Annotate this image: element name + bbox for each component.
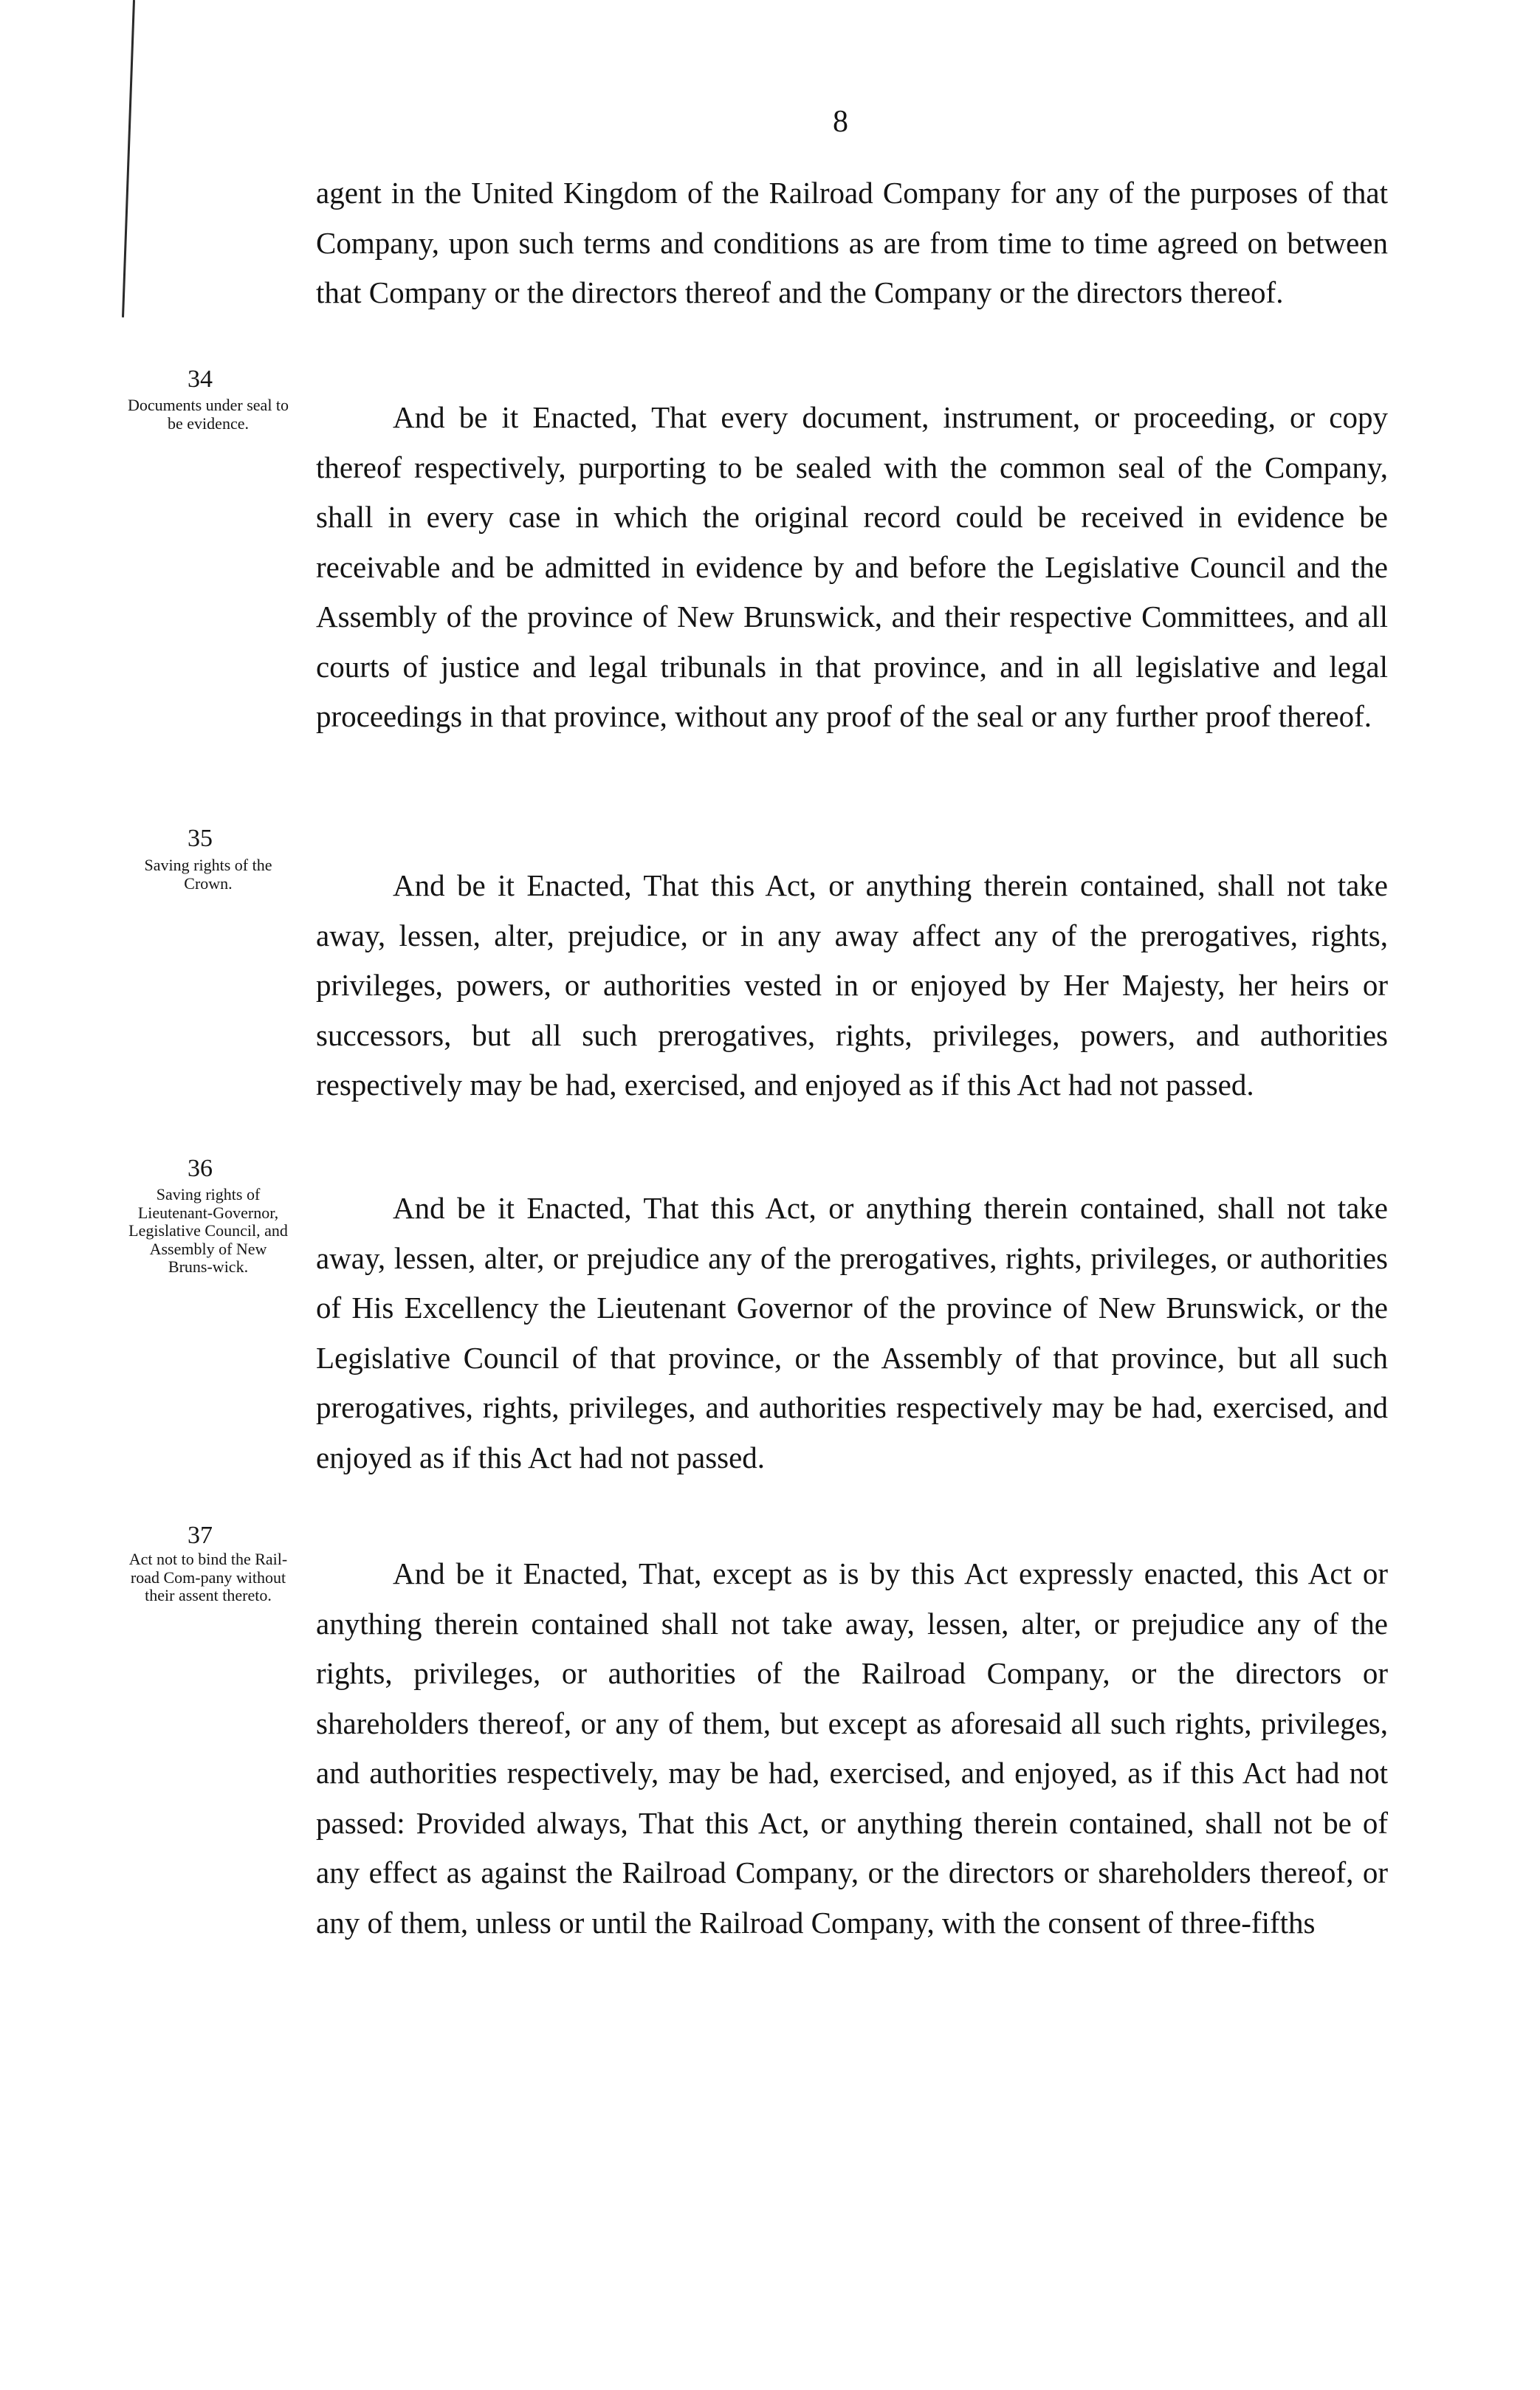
- section-number-35: 35: [188, 825, 213, 852]
- section-35-text: And be it Enacted, That this Act, or anything therein contained, shall not take away, lessen, alter, prejudice, or in any away affect any of the prerogatives, rights, privileges, powers, or authorities vested in or enjoyed by Her Majesty, her heirs or successors, but all such prerogatives, rights, privileges, powers, and authorities respectively may be had, exercised, and enjoyed as if this Act had not passed.: [316, 868, 1388, 1102]
- margin-note-35: Saving rights of the Crown.: [144, 856, 272, 893]
- section-36-text: And be it Enacted, That this Act, or anything therein contained, shall not take away, lessen, alter, or prejudice any of the prerogatives, rights, privileges, or authorities of His Excellency the Lieutenant Governor of the province of New Brunswick, or the Legislative Council of that province, or the Assembly of that province, but all such prerogatives, rights, privileges, and authorities respectively may be had, exercised, and enjoyed as if this Act had not passed.: [316, 1191, 1388, 1474]
- section-34-text: And be it Enacted, That every document, instrument, or proceeding, or copy thereof respectively, purporting to be sealed with the common seal of the Company, shall in every case in which the original record could be received in evidence be receivable and be admitted in evidence by and before the Legislative Council and the Assembly of the province of New Brunswick, and their respective Committees, and all courts of justice and legal tribunals in that province, and in all legislative and legal proceedings in that province, without any proof of the seal or any further proof thereof.: [316, 400, 1388, 733]
- margin-note-34: Documents under seal to be evidence.: [127, 396, 289, 433]
- section-37-text: And be it Enacted, That, except as is by this Act expressly enacted, this Act or anything therein contained shall not take away, lessen, alter, or prejudice any of the rights, privileges, or authorities of the Railroad Company, or the directors or shareholders thereof, or any of them, but except as aforesaid all such rights, privileges, and authorities respectively, may be had, exercised, and enjoyed, as if this Act had not passed: Provided always, That this Act, or anything therein contained, shall not be of any effect as against the Railroad Company, or the directors or shareholders thereof, or any of them, unless or until the Railroad Company, with the consent of three-fifths: [316, 1556, 1388, 1940]
- section-number-34: 34: [188, 365, 213, 393]
- section-number-37: 37: [188, 1522, 213, 1549]
- margin-note-37: Act not to bind the Rail-road Com-pany without their assent thereto.: [128, 1550, 288, 1604]
- binding-margin-line: [122, 0, 135, 317]
- page-number: 8: [833, 105, 848, 139]
- section-number-36: 36: [188, 1155, 213, 1182]
- margin-note-36: Saving rights of Lieutenant-Governor, Legislative Council, and Assembly of New Bruns-wick.: [128, 1185, 288, 1276]
- opening-paragraph: agent in the United Kingdom of the Railroad Company for any of the purposes of that Company, upon such terms and conditions as are from time to time agreed on between that Company or the directors thereof and the Company or the directors thereof.: [316, 176, 1388, 309]
